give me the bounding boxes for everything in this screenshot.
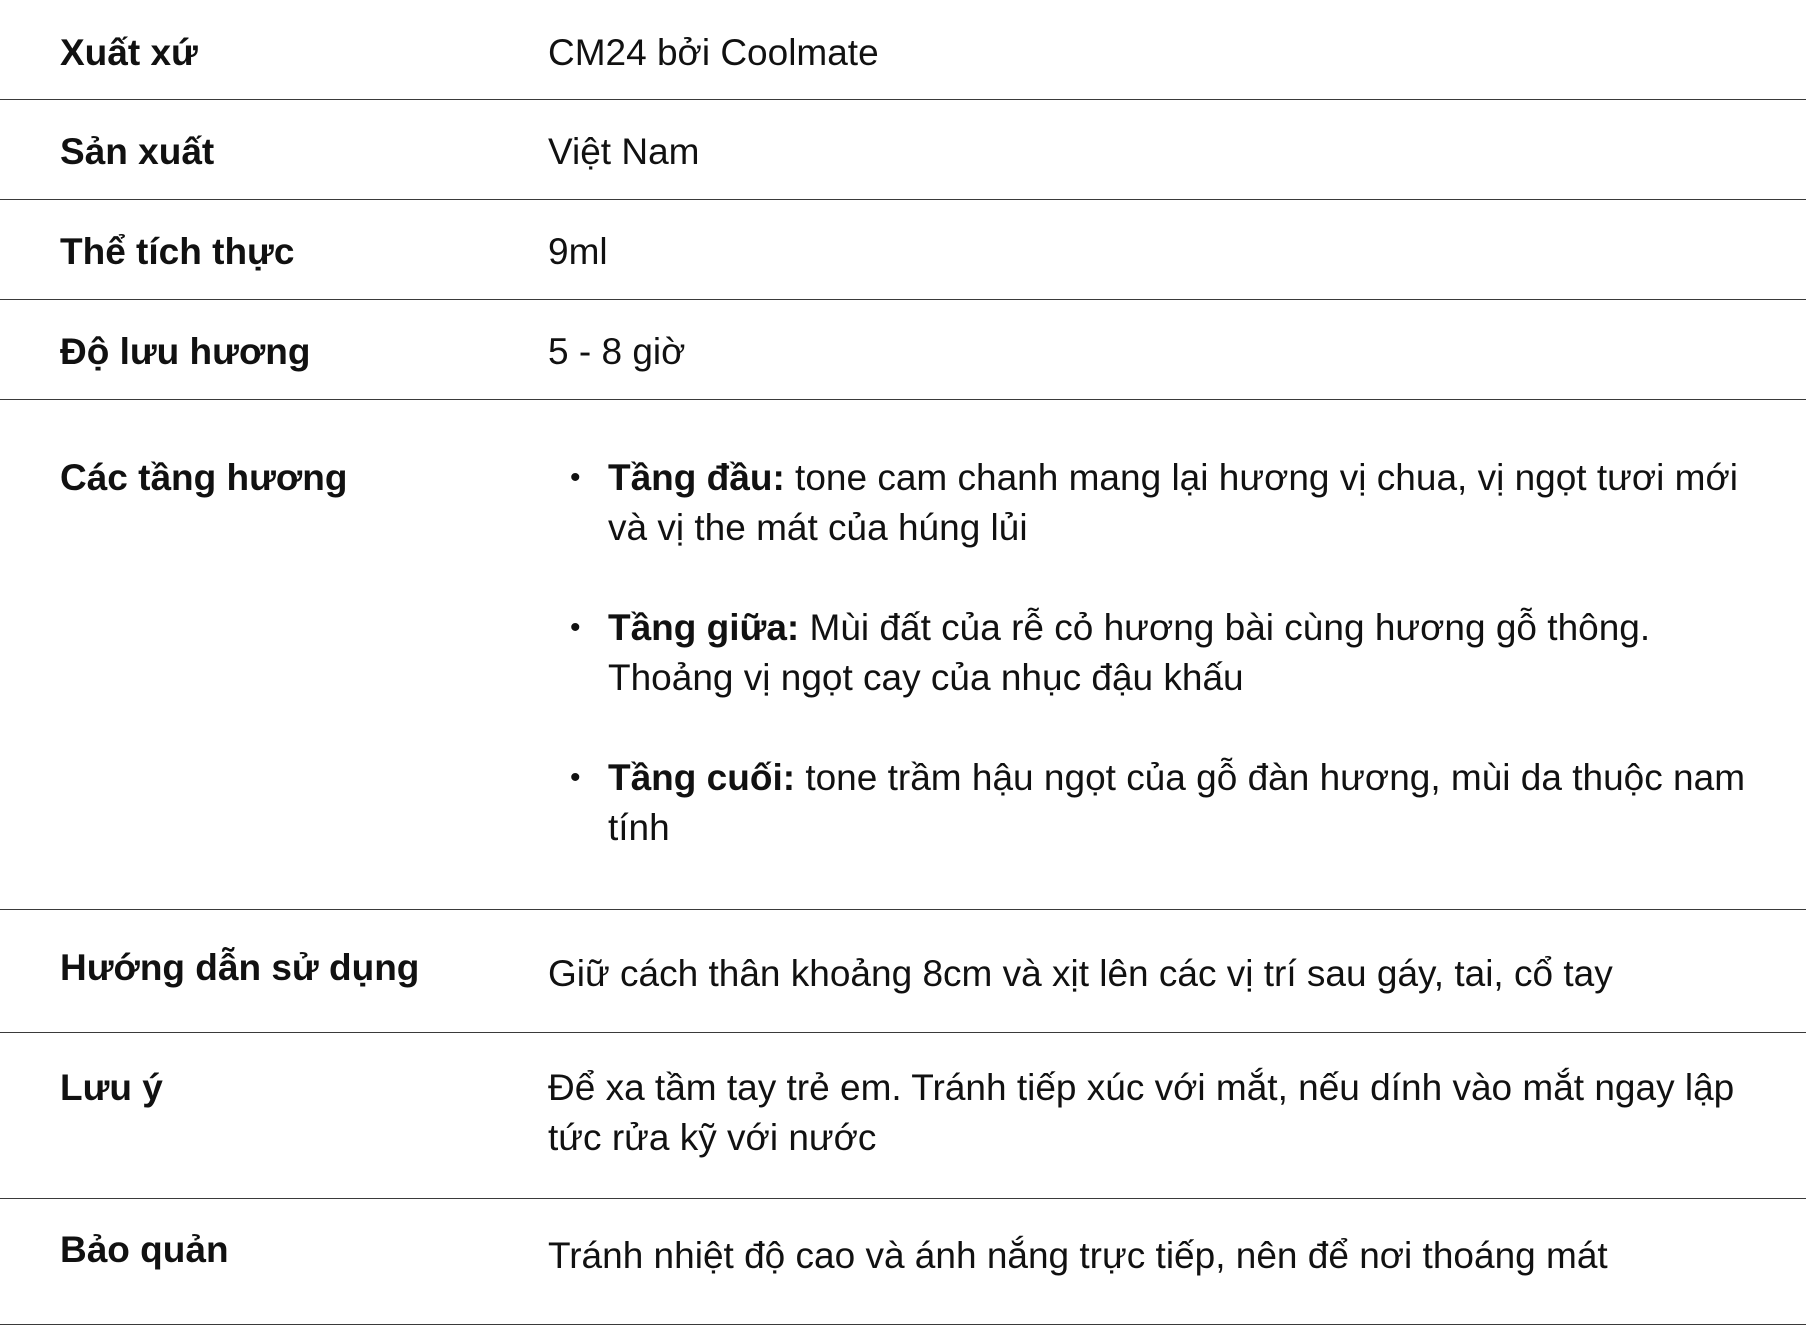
spec-row-volume bbox=[0, 200, 1806, 300]
spec-label: Bảo quản bbox=[60, 1229, 229, 1270]
note-title: Tầng giữa: bbox=[608, 607, 800, 648]
note-text: tone trầm hậu ngọt của gỗ đàn hương, mùi da thuộc nam tính bbox=[608, 757, 1746, 848]
spec-value: CM24 bởi Coolmate bbox=[548, 32, 879, 73]
spec-row-scent-notes bbox=[0, 400, 1806, 910]
spec-label: Sản xuất bbox=[60, 131, 215, 172]
scent-note-top bbox=[548, 453, 1760, 553]
spec-label: Xuất xứ bbox=[60, 32, 198, 73]
spec-row-origin bbox=[0, 0, 1806, 100]
spec-label: Độ lưu hương bbox=[60, 331, 311, 372]
scent-note-base bbox=[548, 753, 1760, 853]
note-text: tone cam chanh mang lại hương vị chua, vị ngọt tươi mới và vị the mát của húng lủi bbox=[608, 457, 1738, 548]
scent-notes-list bbox=[548, 453, 1760, 853]
note-title: Tầng đầu: bbox=[608, 457, 785, 498]
note-text: Mùi đất của rễ cỏ hương bài cùng hương gỗ thông. Thoảng vị ngọt cay của nhục đậu khấu bbox=[608, 607, 1651, 698]
bullet-icon: • bbox=[570, 461, 581, 494]
spec-label: Các tầng hương bbox=[60, 457, 348, 498]
spec-label: Lưu ý bbox=[60, 1067, 163, 1108]
bullet-icon: • bbox=[570, 761, 581, 794]
spec-row-usage bbox=[0, 910, 1806, 1033]
spec-value: Giữ cách thân khoảng 8cm và xịt lên các vị trí sau gáy, tai, cổ tay bbox=[548, 953, 1613, 994]
spec-row-caution bbox=[0, 1033, 1806, 1199]
spec-value: Tránh nhiệt độ cao và ánh nắng trực tiếp, nên để nơi thoáng mát bbox=[548, 1235, 1608, 1276]
spec-value: 5 - 8 giờ bbox=[548, 331, 686, 372]
note-title: Tầng cuối: bbox=[608, 757, 796, 798]
spec-value: 9ml bbox=[548, 231, 608, 272]
spec-row-storage bbox=[0, 1199, 1806, 1325]
spec-label: Hướng dẫn sử dụng bbox=[60, 947, 420, 988]
spec-value: Việt Nam bbox=[548, 131, 700, 172]
spec-row-manufacture bbox=[0, 100, 1806, 200]
spec-row-longevity bbox=[0, 300, 1806, 400]
spec-label: Thể tích thực bbox=[60, 231, 295, 272]
scent-note-middle bbox=[548, 603, 1760, 703]
bullet-icon: • bbox=[570, 611, 581, 644]
spec-value: Để xa tầm tay trẻ em. Tránh tiếp xúc với mắt, nếu dính vào mắt ngay lập tức rửa kỹ với nước bbox=[548, 1067, 1735, 1158]
